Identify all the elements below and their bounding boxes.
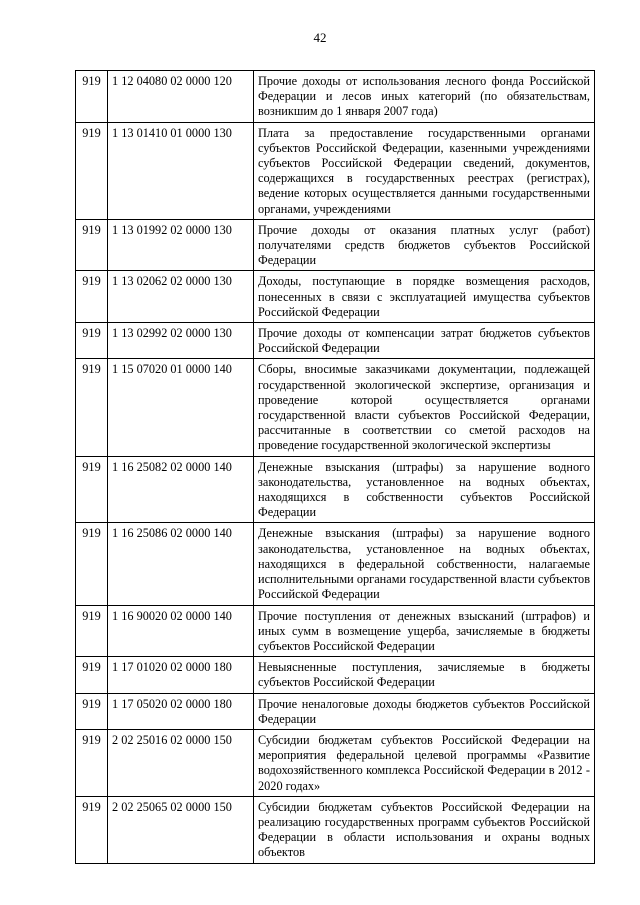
- budget-classification-code-cell: 1 13 01992 02 0000 130: [108, 219, 254, 271]
- table-row: [76, 657, 595, 693]
- table-row: [76, 693, 595, 729]
- administrator-code-cell: 919: [76, 323, 108, 359]
- revenue-name-cell: Прочие доходы от использования лесного фонда Российской Федерации и лесов иных категорий (по обязательствам, возникшим до 1 января 2007 года): [254, 71, 595, 123]
- revenue-name-cell: Прочие поступления от денежных взысканий (штрафов) и иных сумм в возмещение ущерба, зачисляемые в бюджеты субъектов Российской Федерации: [254, 605, 595, 657]
- page-number: 42: [313, 30, 327, 45]
- revenue-name-cell: Прочие неналоговые доходы бюджетов субъектов Российской Федерации: [254, 693, 595, 729]
- table-row: [76, 219, 595, 271]
- administrator-code-cell: 919: [76, 359, 108, 456]
- administrator-code-cell: 919: [76, 271, 108, 323]
- budget-classification-code-cell: 1 13 01410 01 0000 130: [108, 122, 254, 219]
- budget-revenue-codes-table: [75, 70, 595, 864]
- revenue-name-cell: Сборы, вносимые заказчиками документации, подлежащей государственной экологической экспертизе, организация и проведение которой осуществляется органами государственной власти субъектов Российской Федерации, рассчитанные в соответствии со сметой расходов на проведение государственной экологической экспертизы: [254, 359, 595, 456]
- revenue-name-cell: Плата за предоставление государственными органами субъектов Российской Федерации, казенными учреждениями субъектов Российской Федерации сведений, документов, содержащихся в государственных реестрах (регистрах), ведение которых осуществляется данными государственными органами, учреждениями: [254, 122, 595, 219]
- revenue-name-cell: Субсидии бюджетам субъектов Российской Федерации на мероприятия федеральной целевой программы «Развитие водохозяйственного комплекса Российской Федерации в 2012 - 2020 годах»: [254, 729, 595, 796]
- administrator-code-cell: 919: [76, 657, 108, 693]
- revenue-name-cell: Субсидии бюджетам субъектов Российской Федерации на реализацию государственных программ субъектов Российской Федерации в области использования и охраны водных объектов: [254, 796, 595, 863]
- administrator-code-cell: 919: [76, 523, 108, 605]
- revenue-name-cell: Доходы, поступающие в порядке возмещения расходов, понесенных в связи с эксплуатацией имущества субъектов Российской Федерации: [254, 271, 595, 323]
- administrator-code-cell: 919: [76, 605, 108, 657]
- administrator-code-cell: 919: [76, 219, 108, 271]
- revenue-name-cell: Прочие доходы от оказания платных услуг (работ) получателями средств бюджетов субъектов Российской Федерации: [254, 219, 595, 271]
- administrator-code-cell: 919: [76, 71, 108, 123]
- revenue-name-cell: Прочие доходы от компенсации затрат бюджетов субъектов Российской Федерации: [254, 323, 595, 359]
- table-row: [76, 271, 595, 323]
- administrator-code-cell: 919: [76, 693, 108, 729]
- budget-classification-code-cell: 1 12 04080 02 0000 120: [108, 71, 254, 123]
- revenue-name-cell: Денежные взыскания (штрафы) за нарушение водного законодательства, установленное на водных объектах, находящихся в собственности субъектов Российской Федерации: [254, 456, 595, 523]
- table-row: [76, 71, 595, 123]
- table-row: [76, 122, 595, 219]
- administrator-code-cell: 919: [76, 456, 108, 523]
- budget-classification-code-cell: 1 16 25082 02 0000 140: [108, 456, 254, 523]
- budget-classification-code-cell: 1 13 02992 02 0000 130: [108, 323, 254, 359]
- table-row: [76, 523, 595, 605]
- budget-classification-code-cell: 1 17 01020 02 0000 180: [108, 657, 254, 693]
- table-row: [76, 456, 595, 523]
- table-row: [76, 729, 595, 796]
- table-row: [76, 605, 595, 657]
- administrator-code-cell: 919: [76, 796, 108, 863]
- budget-classification-code-cell: 2 02 25016 02 0000 150: [108, 729, 254, 796]
- revenue-name-cell: Невыясненные поступления, зачисляемые в бюджеты субъектов Российской Федерации: [254, 657, 595, 693]
- budget-classification-code-cell: 1 13 02062 02 0000 130: [108, 271, 254, 323]
- table-row: [76, 796, 595, 863]
- budget-classification-code-cell: 1 16 90020 02 0000 140: [108, 605, 254, 657]
- table-row: [76, 323, 595, 359]
- administrator-code-cell: 919: [76, 729, 108, 796]
- revenue-name-cell: Денежные взыскания (штрафы) за нарушение водного законодательства, установленное на водных объектах, находящихся в федеральной собственности, налагаемые исполнительными органами государственной власти субъектов Российской Федерации: [254, 523, 595, 605]
- budget-classification-code-cell: 1 17 05020 02 0000 180: [108, 693, 254, 729]
- budget-classification-code-cell: 1 15 07020 01 0000 140: [108, 359, 254, 456]
- budget-classification-code-cell: 2 02 25065 02 0000 150: [108, 796, 254, 863]
- administrator-code-cell: 919: [76, 122, 108, 219]
- budget-classification-code-cell: 1 16 25086 02 0000 140: [108, 523, 254, 605]
- table-row: [76, 359, 595, 456]
